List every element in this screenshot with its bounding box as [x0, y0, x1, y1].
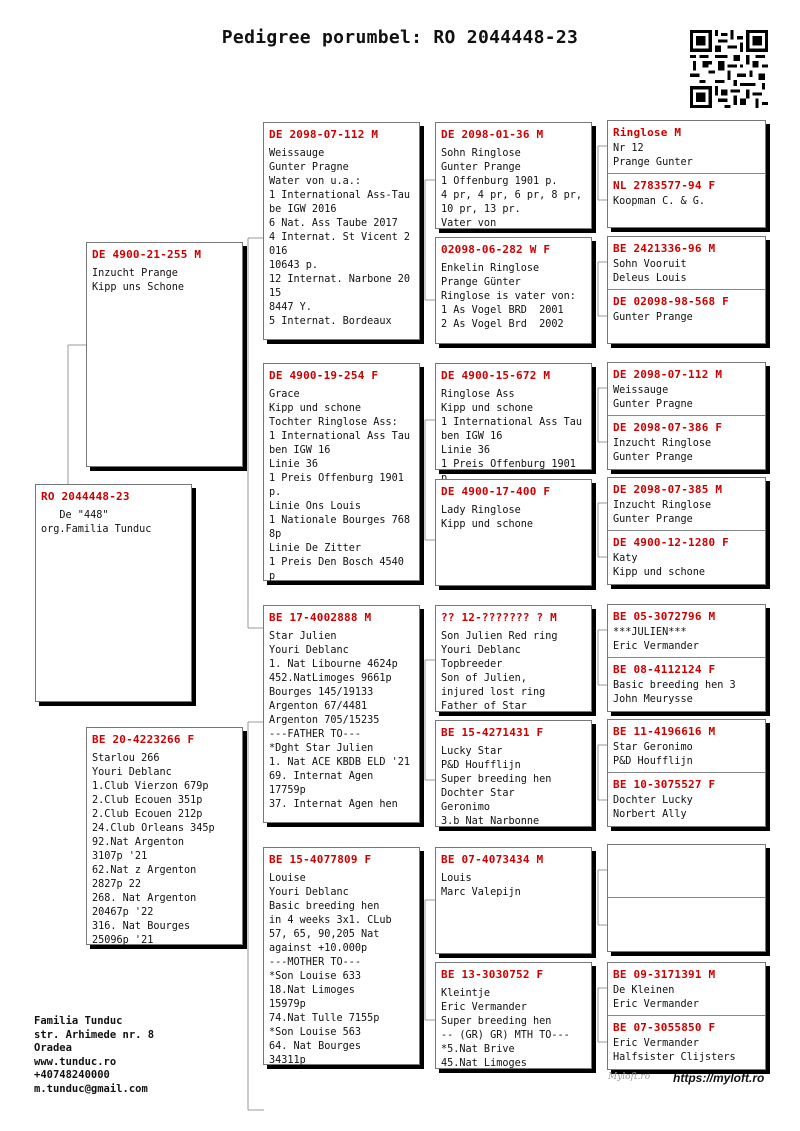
owner-phone: +40748240000: [34, 1069, 110, 1082]
ring-number: BE 17-4002888 M: [269, 611, 372, 624]
pedigree-card-mmm[interactable]: [435, 962, 592, 1069]
pedigree-card-pair-6[interactable]: [607, 719, 766, 827]
pedigree-card-father[interactable]: [86, 242, 243, 467]
pedigree-card-pair-3[interactable]: [607, 362, 766, 470]
pigeon-info: Louis Marc Valepijn: [441, 873, 521, 898]
signature-logo: Myloft.ro: [608, 1072, 651, 1082]
pigeon-info: Eric Vermander Halfsister Clijsters: [613, 1038, 736, 1063]
pigeon-info: Star Julien Youri Deblanc 1. Nat Libourne 4624p 452.NatLimoges 9661p Bourges 145/19133 Argenton 67/4481 Argenton 705/15235 ---FATHER TO--- *Dght Star Julien 1. Nat ACE KBDB ELD '21 69. Internat Agen 17759p 37. Internat Agen hen: [269, 631, 411, 810]
page-title: Pedigree porumbel: RO 2044448-23: [221, 27, 579, 48]
pedigree-card-mother[interactable]: [86, 727, 243, 945]
ring-number: DE 4900-17-400 F: [441, 485, 551, 498]
pigeon-info: Starlou 266 Youri Deblanc 1.Club Vierzon 679p 2.Club Ecouen 351p 2.Club Ecouen 212p 24.Club Orleans 345p 92.Nat Argenton 3107p '21 62.Nat z Argenton 2827p 22 268. Nat Argenton 20467p '22 316. Nat Bourges 25096p '21: [92, 753, 215, 946]
pedigree-card-mmf[interactable]: [435, 847, 592, 954]
pigeon-info: Louise Youri Deblanc Basic breeding hen in 4 weeks 3x1. CLub 57, 65, 90,205 Nat against +10.000p ---MOTHER TO--- *Son Louise 633 18.Nat Limoges 15979p 74.Nat Tulle 7155p *Son Louise 563 64. Nat Bourges 34311p: [269, 873, 392, 1066]
ring-number: BE 05-3072796 M: [613, 610, 716, 623]
ring-number: DE 2098-07-112 M: [269, 128, 379, 141]
ring-number: DE 2098-07-385 M: [613, 483, 723, 496]
pigeon-info: Enkelin Ringlose Prange Günter Ringlose is vater von: 1 As Vogel BRD 2001 2 As Vogel Brd 2002: [441, 263, 576, 330]
pedigree-card-mm[interactable]: [263, 847, 420, 1065]
owner-street: str. Arhimede nr. 8: [34, 1028, 155, 1041]
pedigree-card-fmf[interactable]: [435, 363, 592, 470]
pedigree-card-mff[interactable]: [435, 605, 592, 712]
owner-email[interactable]: m.tunduc@gmail.com: [34, 1082, 148, 1095]
pedigree-card-pair-8[interactable]: [607, 962, 766, 1070]
pigeon-info: Inzucht Ringlose Gunter Prange: [613, 438, 712, 463]
ring-number: BE 15-4077809 F: [269, 853, 372, 866]
pigeon-info: Weissauge Gunter Pragne: [613, 385, 693, 410]
ring-number: 02098-06-282 W F: [441, 243, 551, 256]
pigeon-info: Weissauge Gunter Pragne Water von u.a.: 1 International Ass-Taube IGW 2016 6 Nat. Ass Taube 2017 4 Internat. St Vicent 2016 10643 p. 12 Internat. Narbone 2015 8447 Y. 5 Internat. Bordeaux: [269, 148, 411, 327]
pigeon-info: Gunter Prange: [613, 312, 693, 323]
pedigree-card-fmm[interactable]: [435, 479, 592, 586]
pigeon-info: Son Julien Red ring Youri Deblanc Topbreeder Son of Julien, injured lost ring Father of Star: [441, 631, 558, 712]
ring-number: DE 2098-07-386 F: [613, 421, 723, 434]
pedigree-card-fm[interactable]: [263, 363, 420, 581]
owner-contact: [34, 1015, 154, 1097]
ring-number: Ringlose M: [613, 126, 682, 139]
pedigree-card-mfm[interactable]: [435, 720, 592, 827]
pigeon-info: Sohn Ringlose Gunter Prange 1 Offenburg 1901 p. 4 pr, 4 pr, 6 pr, 8 pr, 10 pr, 13 pr. Vater von: [441, 148, 583, 229]
ring-number: DE 4900-15-672 M: [441, 369, 551, 382]
pigeon-info: Kleintje Eric Vermander Super breeding hen -- (GR) GR) MTH TO--- *5.Nat Brive 45.Nat Limoges: [441, 988, 570, 1069]
ring-number: BE 13-3030752 F: [441, 968, 544, 981]
pigeon-info: ***JULIEN*** Eric Vermander: [613, 627, 699, 652]
ring-number: BE 11-4196616 M: [613, 725, 716, 738]
owner-website[interactable]: www.tunduc.ro: [34, 1055, 117, 1068]
pigeon-info: Inzucht Ringlose Gunter Prange: [613, 500, 712, 525]
pigeon-info: Katy Kipp und schone: [613, 553, 706, 578]
ring-number: NL 2783577-94 F: [613, 179, 716, 192]
ring-number: ?? 12-??????? ? M: [441, 611, 557, 624]
pedigree-card-ffm[interactable]: [435, 237, 592, 344]
ring-number: DE 4900-19-254 F: [269, 369, 379, 382]
ring-number: BE 2421336-96 M: [613, 242, 716, 255]
pigeon-info: De Kleinen Eric Vermander: [613, 985, 699, 1010]
ring-number: BE 10-3075527 F: [613, 778, 716, 791]
pigeon-info: Star Geronimo P&D Houfflijn: [613, 742, 693, 767]
ring-number: BE 15-4271431 F: [441, 726, 544, 739]
ring-number: BE 09-3171391 M: [613, 968, 716, 981]
pedigree-card-pair-5[interactable]: [607, 604, 766, 712]
ring-number: DE 4900-12-1280 F: [613, 536, 729, 549]
pigeon-info: Lucky Star P&D Houfflijn Super breeding hen Dochter Star Geronimo 3.b Nat Narbonne: [441, 746, 552, 827]
owner-name: Familia Tunduc: [34, 1015, 123, 1027]
owner-city: Oradea: [34, 1042, 72, 1055]
qr-code-icon: [690, 30, 768, 108]
pedigree-card-fff[interactable]: [435, 122, 592, 229]
ring-number: DE 4900-21-255 M: [92, 248, 202, 261]
pedigree-card-subject[interactable]: [35, 484, 192, 702]
pigeon-info: De "448" org.Familia Tunduc: [41, 510, 152, 535]
pedigree-card-pair-1[interactable]: [607, 120, 766, 228]
pedigree-card-ff[interactable]: [263, 122, 420, 340]
pigeon-info: Basic breeding hen 3 John Meurysse: [613, 680, 736, 705]
pigeon-info: Dochter Lucky Norbert Ally: [613, 795, 693, 820]
ring-number: BE 20-4223266 F: [92, 733, 195, 746]
pedigree-card-pair-7[interactable]: [607, 844, 766, 952]
ring-number: RO 2044448-23: [41, 490, 130, 503]
pigeon-info: Inzucht Prange Kipp uns Schone: [92, 268, 185, 293]
pigeon-info: Koopman C. & G.: [613, 196, 706, 207]
ring-number: BE 08-4112124 F: [613, 663, 716, 676]
pigeon-info: Ringlose Ass Kipp und schone 1 International Ass Tauben IGW 16 Linie 36 1 Preis Offenburg 1901: [441, 389, 583, 470]
ring-number: DE 2098-07-112 M: [613, 368, 723, 381]
ring-number: BE 07-3055850 F: [613, 1021, 716, 1034]
pigeon-info: Grace Kipp und schone Tochter Ringlose Ass: 1 International Ass Tauben IGW 16 Linie 36 1 Preis Offenburg 1901 p. Linie Ons Louis 1 Nationale Bourges 7688p Linie De Zitter 1 Preis Den Bosch 4540 p: [269, 389, 411, 582]
site-link[interactable]: https://myloft.ro: [673, 1071, 765, 1085]
pedigree-card-pair-4[interactable]: [607, 477, 766, 585]
ring-number: BE 07-4073434 M: [441, 853, 544, 866]
pedigree-card-pair-2[interactable]: [607, 236, 766, 344]
ring-number: DE 02098-98-568 F: [613, 295, 729, 308]
pigeon-info: Nr 12 Prange Gunter: [613, 143, 693, 168]
ring-number: DE 2098-01-36 M: [441, 128, 544, 141]
pigeon-info: Lady Ringlose Kipp und schone: [441, 505, 534, 530]
pigeon-info: Sohn Vooruit Deleus Louis: [613, 259, 687, 284]
pedigree-card-mf[interactable]: [263, 605, 420, 823]
